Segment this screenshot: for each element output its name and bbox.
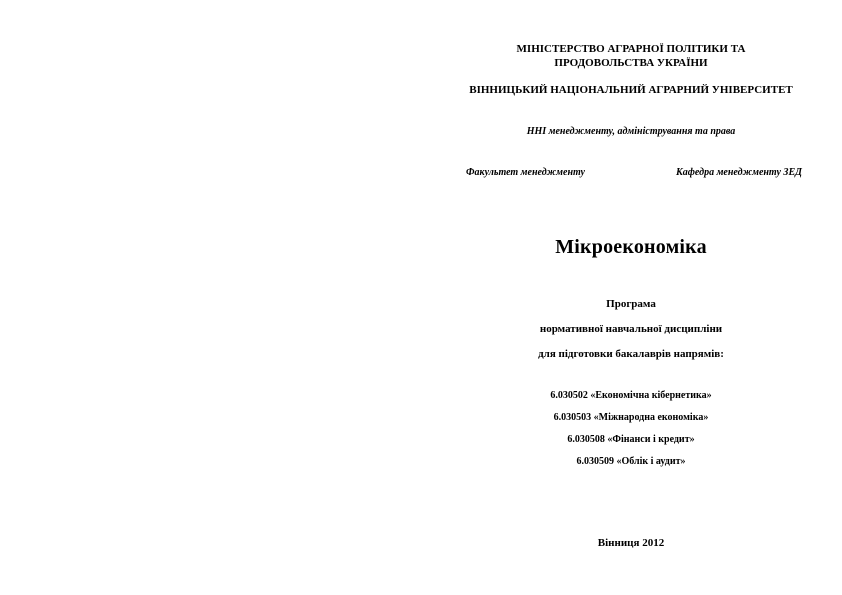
program-discipline-line: нормативної навчальної дисципліни [539,323,723,335]
specialty-item: 6.030508 «Фінанси і кредит» [567,434,695,445]
institute-name: ННІ менеджменту, адміністрування та права [526,126,736,137]
city-year: Вінниця 2012 [597,537,665,549]
department-name: Кафедра менеджменту ЗЕД [675,167,802,178]
specialty-item: 6.030502 «Економічна кібернетика» [550,390,712,401]
document-title: Мікроекономіка [555,236,707,258]
specialty-item: 6.030509 «Облік і аудит» [576,456,686,467]
specialty-item: 6.030503 «Міжнародна економіка» [553,412,709,423]
program-label: Програма [606,298,656,310]
ministry-name [450,42,812,70]
university-name: ВІННИЦЬКИЙ НАЦІОНАЛЬНИЙ АГРАРНИЙ УНІВЕРСИТЕТ [469,84,793,96]
ministry-line-2: ПРОДОВОЛЬСТВА УКРАЇНИ [554,57,708,69]
ministry-line-1: МІНІСТЕРСТВО АГРАРНОЇ ПОЛІТИКИ ТА [516,43,746,55]
program-target-line: для підготовки бакалаврів напрямів: [538,348,724,360]
faculty-name: Факультет менеджменту [466,167,585,178]
